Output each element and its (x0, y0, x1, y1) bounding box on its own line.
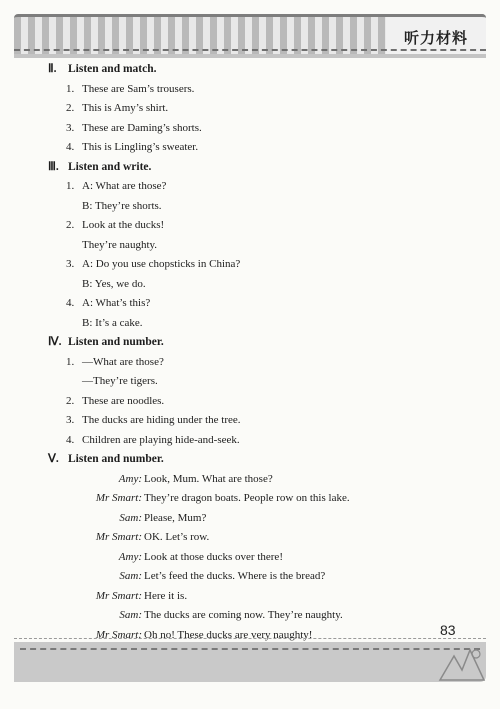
list-item (66, 119, 500, 139)
dialogue-line (0, 587, 500, 607)
header-strip (14, 54, 486, 58)
item-number: 2. (66, 219, 75, 231)
item-number: 2. (66, 102, 75, 114)
dialogue-line (0, 489, 500, 509)
decorative-corner-icon (432, 640, 492, 690)
list-item-continuation: B: They’re shorts. (82, 199, 162, 212)
item-number: 3. (66, 414, 75, 426)
list-item (66, 392, 500, 412)
item-number: 2. (66, 394, 75, 407)
speaker: Sam: (119, 570, 142, 582)
section-3-title (48, 158, 500, 178)
dialogue-line (0, 567, 500, 587)
page-number: 83 (440, 622, 456, 638)
item-text: This is Amy’s shirt. (82, 102, 169, 114)
item-number: 4. (66, 141, 75, 153)
list-item-continuation: They’re naughty. (82, 238, 158, 251)
section-5-number: Ⅴ. (48, 453, 59, 465)
dialogue-line (0, 470, 500, 490)
section-4-title (48, 333, 500, 353)
page-content (0, 60, 500, 645)
dialogue-text: Look at those ducks over there! (144, 550, 283, 563)
speaker: Mr Smart: (95, 628, 142, 641)
list-item (66, 255, 500, 275)
section-4-number: Ⅳ. (48, 336, 62, 348)
section-5-title (48, 450, 500, 470)
item-text: These are noodles. (82, 394, 165, 407)
dialogue-text: Let’s feed the ducks. Where is the bread? (144, 570, 326, 582)
list-item-continuation: —They’re tigers. (82, 375, 158, 387)
list-item (66, 216, 500, 236)
list-item (66, 99, 500, 119)
speaker: Mr Smart: (95, 492, 142, 504)
list-item (66, 177, 500, 197)
list-item (66, 138, 500, 158)
section-4-heading: Listen and number. (68, 336, 164, 348)
dialogue-text: Here it is. (144, 589, 188, 602)
dialogue-text: OK. Let’s row. (144, 531, 210, 543)
dialogue-text: Oh no! These ducks are very naughty! (144, 628, 313, 641)
speaker: Mr Smart: (95, 589, 142, 602)
list-item (66, 80, 500, 100)
item-text: Look at the ducks! (82, 219, 165, 231)
list-item-continuation: B: Yes, we do. (82, 277, 146, 290)
speaker: Sam: (119, 511, 142, 524)
section-2-title (48, 60, 500, 80)
speaker: Mr Smart: (95, 531, 142, 543)
item-number: 4. (66, 297, 75, 309)
list-item (66, 294, 500, 314)
page-footer (14, 642, 486, 682)
section-5-heading: Listen and number. (68, 453, 164, 465)
dialogue-line (0, 606, 500, 626)
list-item (66, 411, 500, 431)
item-text: These are Sam’s trousers. (82, 82, 195, 95)
list-item (66, 431, 500, 451)
item-number: 3. (66, 258, 75, 270)
item-text: The ducks are hiding under the tree. (82, 414, 241, 426)
dialogue-text: The ducks are coming now. They’re naughty. (144, 609, 343, 621)
item-text: —What are those? (82, 355, 164, 368)
item-text: A: What’s this? (82, 297, 151, 309)
speaker: Amy: (118, 472, 142, 485)
page-header (14, 14, 486, 54)
item-number: 4. (66, 433, 75, 446)
item-text: This is Lingling’s sweater. (82, 141, 199, 153)
speaker: Amy: (118, 550, 142, 563)
item-text: A: What are those? (82, 180, 167, 192)
item-text: A: Do you use chopsticks in China? (82, 258, 241, 270)
section-2-heading: Listen and match. (68, 63, 157, 75)
item-number: 1. (66, 180, 75, 192)
header-title: 听力材料 (386, 14, 486, 57)
section-3-heading: Listen and write. (68, 160, 152, 173)
item-number: 3. (66, 121, 75, 134)
footer-divider (14, 638, 486, 639)
list-item-continuation: B: It’s a cake. (82, 316, 143, 329)
list-item (66, 353, 500, 373)
dialogue-text: Please, Mum? (144, 511, 207, 524)
item-number: 1. (66, 82, 75, 95)
item-text: These are Daming’s shorts. (82, 121, 202, 134)
item-text: Children are playing hide-and-seek. (82, 433, 240, 446)
dialogue-text: Look, Mum. What are those? (144, 472, 273, 485)
dialogue-line (0, 528, 500, 548)
item-number: 1. (66, 355, 75, 368)
section-3-number: Ⅲ. (48, 160, 59, 173)
dialogue-line (0, 509, 500, 529)
dialogue-text: They’re dragon boats. People row on this lake. (144, 492, 350, 504)
dialogue-line (0, 548, 500, 568)
speaker: Sam: (119, 609, 142, 621)
section-2-number: Ⅱ. (48, 63, 57, 75)
